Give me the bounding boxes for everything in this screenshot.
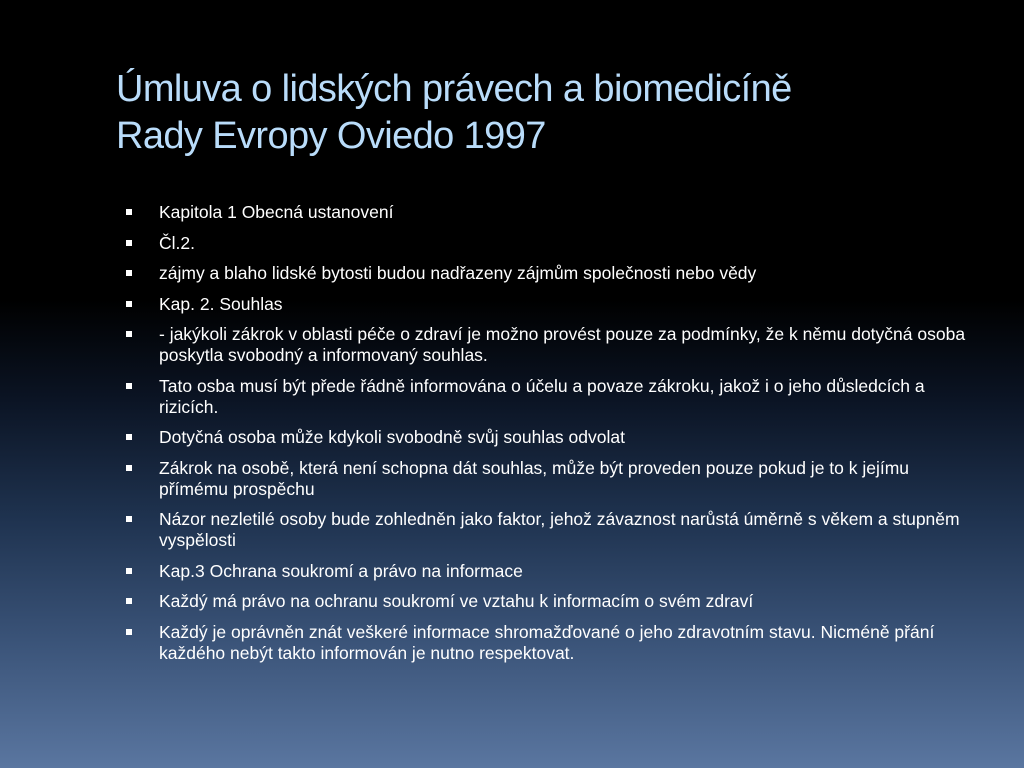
bullet-item [120,376,970,418]
bullet-list [120,202,970,673]
bullet-text: Kapitola 1 Obecná ustanovení [159,202,394,222]
bullet-text: Kap.3 Ochrana soukromí a právo na informace [159,560,523,581]
square-bullet-icon [126,465,132,471]
bullet-text: Dotyčná osoba může kdykoli svobodně svůj souhlas odvolat [159,427,625,447]
square-bullet-icon [126,434,132,440]
bullet-text: Zákrok na osobě, která není schopna dát souhlas, může být proveden pouze pokud je to k jejímu přímému prospěchu [159,457,910,499]
bullet-item [120,324,970,366]
bullet-item [120,561,970,582]
square-bullet-icon [126,301,132,307]
square-bullet-icon [126,270,132,276]
square-bullet-icon [126,516,132,522]
bullet-item [120,509,970,551]
square-bullet-icon [126,383,132,389]
square-bullet-icon [126,240,132,246]
bullet-item [120,233,970,254]
bullet-text: Tato osba musí být přede řádně informována o účelu a povaze zákroku, jakož i o jeho důsledcích a rizicích. [159,375,925,417]
bullet-item [120,458,970,500]
bullet-text: Čl.2. [159,232,195,253]
square-bullet-icon [126,568,132,574]
bullet-item [120,427,970,448]
bullet-item [120,202,970,223]
slide-title [116,66,976,160]
bullet-text: - jakýkoli zákrok v oblasti péče o zdraví je možno provést pouze za podmínky, že k němu dotyčná osoba poskytla svobodný a informovaný souhlas. [159,324,966,365]
slide-title-line-2: Rady Evropy Oviedo 1997 [116,115,546,157]
square-bullet-icon [126,598,132,604]
bullet-item [120,294,970,315]
bullet-item [120,622,970,664]
slide-title-line-1: Úmluva o lidských právech a biomedicíně [116,68,792,110]
square-bullet-icon [126,209,132,215]
bullet-item [120,591,970,612]
bullet-text: zájmy a blaho lidské bytosti budou nadřazeny zájmům společnosti nebo vědy [159,263,757,283]
bullet-text: Každý má právo na ochranu soukromí ve vztahu k informacím o svém zdraví [159,591,754,611]
bullet-text: Názor nezletilé osoby bude zohledněn jako faktor, jehož závaznost narůstá úměrně s věkem a stupněm vyspělosti [159,509,960,550]
bullet-text: Kap. 2. Souhlas [159,293,283,314]
square-bullet-icon [126,629,132,635]
bullet-item [120,263,970,284]
bullet-text: Každý je oprávněn znát veškeré informace shromažďované o jeho zdravotním stavu. Nicméně přání každého nebýt takto informován je nutno respektovat. [159,621,935,663]
square-bullet-icon [126,331,132,337]
